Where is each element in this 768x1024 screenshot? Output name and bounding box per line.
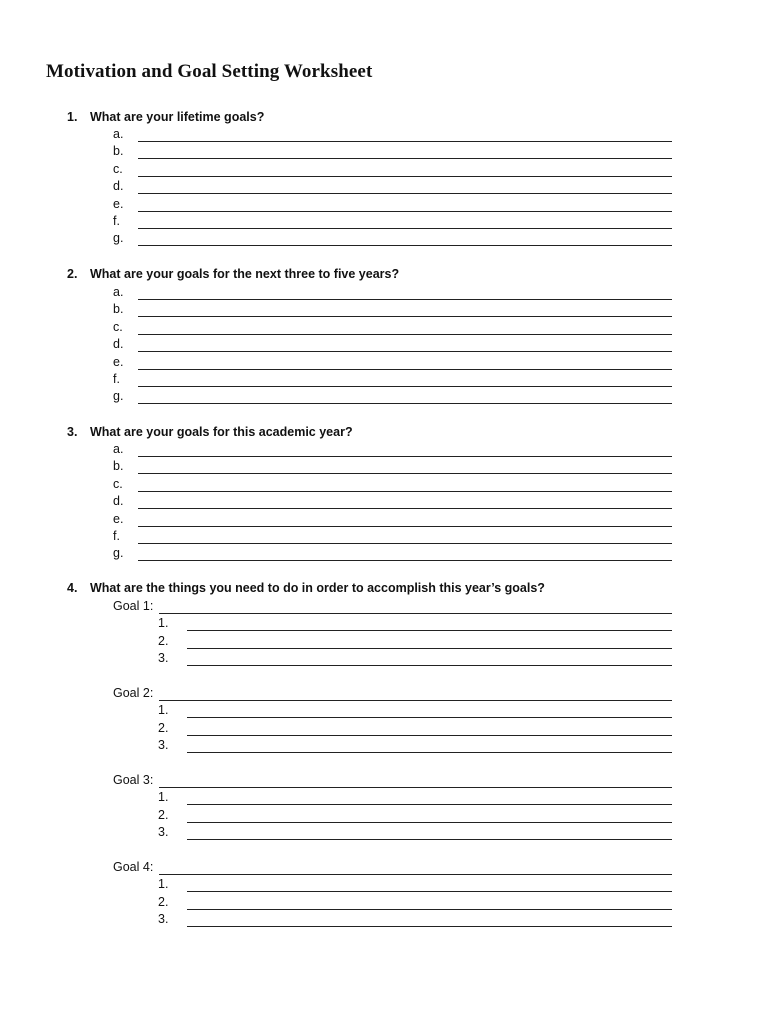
answer-line[interactable] <box>159 700 672 701</box>
answer-row[interactable] <box>113 355 672 372</box>
answer-line[interactable] <box>187 804 672 805</box>
goal-step-row[interactable] <box>158 790 672 807</box>
item-label: a. <box>113 442 124 456</box>
answer-line[interactable] <box>138 403 672 404</box>
item-label: 2. <box>158 894 169 909</box>
item-label: 1. <box>158 790 169 805</box>
item-label: 3. <box>158 825 169 840</box>
item-label: c. <box>113 319 123 334</box>
answer-row[interactable] <box>113 162 672 179</box>
item-label: e. <box>113 196 124 211</box>
item-label: 2. <box>158 807 169 822</box>
answer-line[interactable] <box>138 351 672 352</box>
question-text: What are your lifetime goals? <box>90 110 265 124</box>
goal-step-row[interactable] <box>158 634 672 651</box>
question-1 <box>67 110 264 124</box>
item-label: b. <box>113 459 124 474</box>
question-number: 3. <box>67 425 78 439</box>
goal-step-row[interactable] <box>158 877 672 894</box>
answer-row[interactable] <box>113 337 672 354</box>
answer-row[interactable] <box>113 285 672 302</box>
answer-line[interactable] <box>187 926 672 927</box>
item-label: e. <box>113 511 124 526</box>
answer-row[interactable] <box>113 144 672 161</box>
item-label: 2. <box>158 633 169 648</box>
answer-row[interactable] <box>113 389 672 406</box>
goal-row[interactable] <box>113 773 672 790</box>
item-label: a. <box>113 127 124 141</box>
item-label: Goal 4: <box>113 860 154 874</box>
answer-row[interactable] <box>113 214 672 231</box>
item-label: 1. <box>158 703 169 718</box>
answer-line[interactable] <box>138 560 672 561</box>
answer-line[interactable] <box>138 228 672 229</box>
item-label: g. <box>113 231 124 246</box>
item-label: 3. <box>158 912 169 927</box>
item-label: c. <box>113 476 123 491</box>
answer-row[interactable] <box>113 302 672 319</box>
answer-line[interactable] <box>159 613 672 614</box>
answer-line[interactable] <box>187 891 672 892</box>
answer-line[interactable] <box>138 141 672 142</box>
goal-step-row[interactable] <box>158 895 672 912</box>
question-text: What are your goals for the next three to five years? <box>90 267 400 281</box>
item-label: b. <box>113 302 124 317</box>
answer-line[interactable] <box>187 735 672 736</box>
answer-row[interactable] <box>113 197 672 214</box>
answer-line[interactable] <box>138 299 672 300</box>
item-label: d. <box>113 337 124 352</box>
item-label: d. <box>113 179 124 194</box>
answer-line[interactable] <box>187 630 672 631</box>
question-number: 1. <box>67 110 78 124</box>
item-label: a. <box>113 285 124 299</box>
answer-line[interactable] <box>138 491 672 492</box>
item-label: 1. <box>158 877 169 892</box>
item-label: 1. <box>158 616 169 631</box>
answer-line[interactable] <box>138 543 672 544</box>
goal-row[interactable] <box>113 860 672 877</box>
item-label: 3. <box>158 651 169 666</box>
worksheet-title: Motivation and Goal Setting Worksheet <box>46 61 373 82</box>
item-label: f. <box>113 529 120 543</box>
item-label: b. <box>113 144 124 159</box>
item-label: g. <box>113 389 124 404</box>
goal-row[interactable] <box>113 686 672 703</box>
answer-line[interactable] <box>187 648 672 649</box>
item-label: 3. <box>158 738 169 753</box>
question-text: What are your goals for this academic year? <box>90 425 353 439</box>
item-label: c. <box>113 161 123 176</box>
answer-row[interactable] <box>113 546 672 563</box>
goal-step-row[interactable] <box>158 651 672 668</box>
answer-line[interactable] <box>138 193 672 194</box>
answer-line[interactable] <box>138 316 672 317</box>
answer-line[interactable] <box>187 909 672 910</box>
answer-line[interactable] <box>138 334 672 335</box>
answer-line[interactable] <box>138 508 672 509</box>
question-number: 4. <box>67 581 78 595</box>
item-label: Goal 1: <box>113 599 154 613</box>
goal-row[interactable] <box>113 599 672 616</box>
item-label: 2. <box>158 720 169 735</box>
question-4 <box>67 581 545 595</box>
answer-line[interactable] <box>138 473 672 474</box>
answer-line[interactable] <box>138 456 672 457</box>
answer-row[interactable] <box>113 459 672 476</box>
question-3 <box>67 425 353 439</box>
question-number: 2. <box>67 267 78 281</box>
answer-row[interactable] <box>113 127 672 144</box>
answer-line[interactable] <box>187 717 672 718</box>
answer-row[interactable] <box>113 320 672 337</box>
answer-line[interactable] <box>138 211 672 212</box>
answer-row[interactable] <box>113 477 672 494</box>
question-2 <box>67 267 399 281</box>
answer-line[interactable] <box>138 369 672 370</box>
item-label: Goal 2: <box>113 686 154 700</box>
answer-row[interactable] <box>113 512 672 529</box>
answer-line[interactable] <box>159 787 672 788</box>
answer-row[interactable] <box>113 529 672 546</box>
goal-step-row[interactable] <box>158 738 672 755</box>
goal-step-row[interactable] <box>158 912 672 929</box>
answer-line[interactable] <box>138 158 672 159</box>
answer-line[interactable] <box>138 526 672 527</box>
answer-line[interactable] <box>138 386 672 387</box>
item-label: d. <box>113 494 124 509</box>
answer-line[interactable] <box>138 245 672 246</box>
answer-line[interactable] <box>187 752 672 753</box>
answer-row[interactable] <box>113 372 672 389</box>
answer-row[interactable] <box>113 442 672 459</box>
item-label: f. <box>113 372 120 386</box>
answer-row[interactable] <box>113 494 672 511</box>
question-text: What are the things you need to do in order to accomplish this year’s goals? <box>90 581 545 595</box>
goal-step-row[interactable] <box>158 808 672 825</box>
answer-row[interactable] <box>113 231 672 248</box>
answer-line[interactable] <box>138 176 672 177</box>
answer-line[interactable] <box>187 839 672 840</box>
answer-line[interactable] <box>159 874 672 875</box>
answer-line[interactable] <box>187 822 672 823</box>
answer-line[interactable] <box>187 665 672 666</box>
goal-step-row[interactable] <box>158 825 672 842</box>
item-label: f. <box>113 214 120 228</box>
answer-row[interactable] <box>113 179 672 196</box>
goal-step-row[interactable] <box>158 721 672 738</box>
item-label: Goal 3: <box>113 773 154 787</box>
item-label: e. <box>113 354 124 369</box>
goal-step-row[interactable] <box>158 616 672 633</box>
item-label: g. <box>113 546 124 561</box>
goal-step-row[interactable] <box>158 703 672 720</box>
